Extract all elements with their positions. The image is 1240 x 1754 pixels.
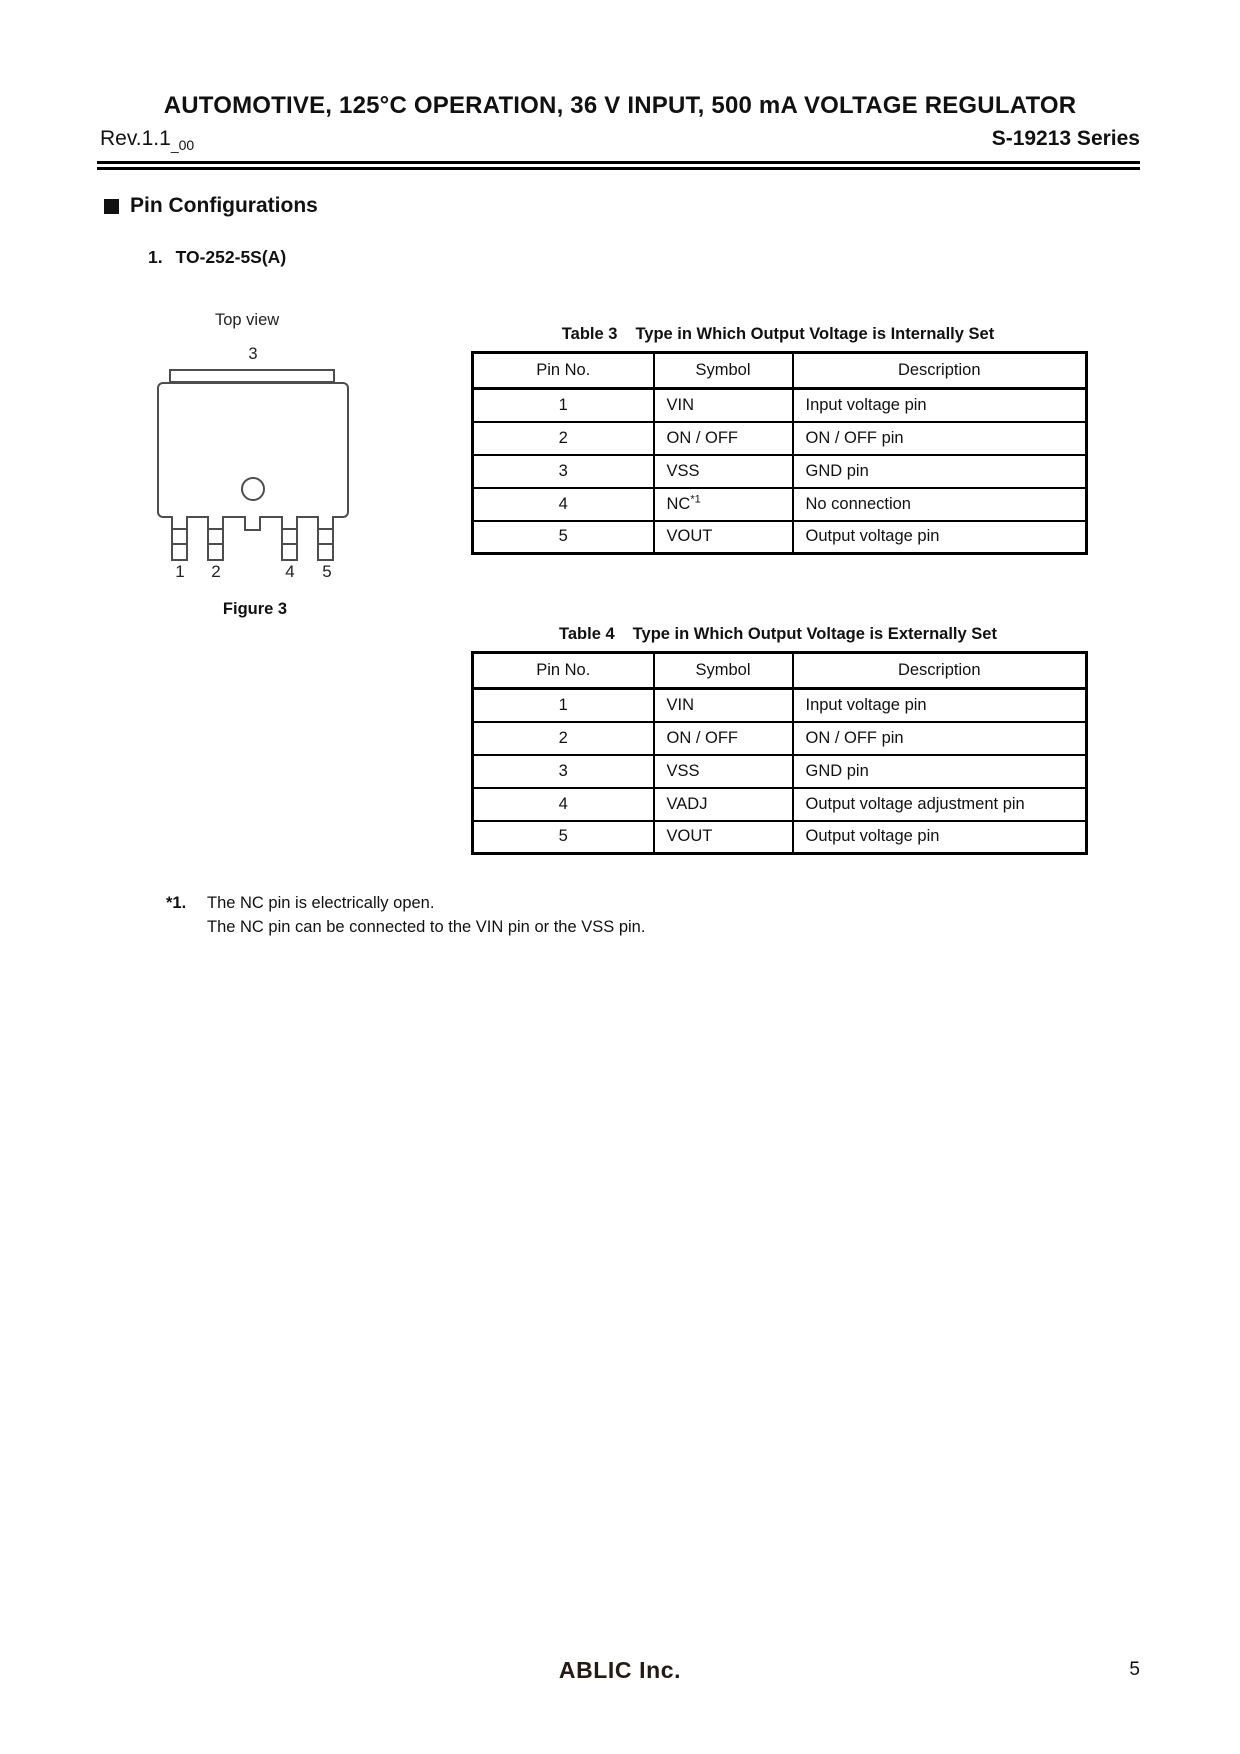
cell-pin-no: 1 — [473, 689, 654, 722]
symbol-text: NC — [666, 494, 691, 513]
cell-symbol — [654, 455, 793, 488]
figure-pin-number: 2 — [211, 562, 221, 581]
footnote-marker: *1. — [166, 894, 187, 912]
cell-symbol — [654, 422, 793, 455]
package-pin-4-shape — [281, 516, 298, 561]
series-label: S-19213 Series — [991, 127, 1140, 150]
header-symbol: Symbol — [654, 653, 793, 689]
cell-description: Output voltage pin — [793, 521, 1087, 554]
package-center-stub-shape — [244, 516, 261, 531]
symbol-text: VIN — [666, 395, 695, 414]
package-tab-shape — [169, 369, 335, 383]
cell-description: Output voltage pin — [793, 821, 1087, 854]
cell-pin-no: 1 — [473, 389, 654, 422]
table-header-row — [473, 353, 1087, 389]
symbol-text: VOUT — [666, 827, 713, 846]
symbol-text: VADJ — [666, 794, 708, 813]
package-pin-1-shape — [171, 516, 188, 561]
subsection-title: TO-252-5S(A) — [175, 247, 287, 267]
header-pin-no: Pin No. — [473, 653, 654, 689]
figure-caption: Figure 3 — [222, 600, 288, 618]
square-bullet-icon — [104, 199, 119, 214]
figure-pin3-label: 3 — [248, 345, 258, 363]
symbol-text: VSS — [666, 761, 700, 780]
cell-symbol — [654, 722, 793, 755]
footnote-reference: *1 — [690, 493, 701, 505]
symbol-text: ON / OFF — [666, 728, 738, 747]
cell-pin-no: 4 — [473, 488, 654, 521]
section-title: Pin Configurations — [130, 194, 318, 217]
table-row — [473, 521, 1087, 554]
table-row — [473, 821, 1087, 854]
figure-pin-number: 5 — [322, 562, 332, 581]
table-row — [473, 488, 1087, 521]
package-pin-5-shape — [317, 516, 334, 561]
company-logo: ABLIC Inc. — [558, 1657, 682, 1683]
header-pin-no: Pin No. — [473, 353, 654, 389]
subsection-number: 1. — [148, 247, 163, 267]
symbol-text: VOUT — [666, 527, 713, 546]
table-row — [473, 455, 1087, 488]
table3-title — [471, 325, 1085, 344]
cell-pin-no: 2 — [473, 422, 654, 455]
section-heading — [104, 194, 318, 218]
package-pin1-indicator-dot — [241, 477, 265, 501]
table-header-row — [473, 653, 1087, 689]
pin-segment-line — [283, 528, 296, 530]
footnote-text — [207, 891, 645, 939]
table3-title-text: Type in Which Output Voltage is Internally Set — [635, 325, 995, 343]
cell-description: Input voltage pin — [793, 389, 1087, 422]
table4-title-text: Type in Which Output Voltage is Externally Set — [632, 625, 997, 643]
figure-top-view-label: Top view — [215, 311, 280, 329]
cell-pin-no: 5 — [473, 521, 654, 554]
cell-symbol — [654, 689, 793, 722]
pin-segment-line — [173, 543, 186, 545]
cell-description: GND pin — [793, 755, 1087, 788]
cell-symbol — [654, 755, 793, 788]
table-row — [473, 722, 1087, 755]
revision-suffix: _00 — [170, 137, 195, 154]
revision-label — [100, 127, 194, 153]
table3-title-label: Table 3 — [561, 325, 618, 343]
cell-pin-no: 4 — [473, 788, 654, 821]
cell-description: GND pin — [793, 455, 1087, 488]
pin-segment-line — [173, 528, 186, 530]
figure-pin-number: 4 — [285, 562, 295, 581]
cell-pin-no: 2 — [473, 722, 654, 755]
cell-pin-no: 3 — [473, 455, 654, 488]
pin-segment-line — [209, 543, 222, 545]
table4-title — [471, 625, 1085, 644]
subsection-heading — [148, 247, 286, 268]
table4-pin-assignments — [471, 651, 1088, 855]
symbol-text: ON / OFF — [666, 428, 738, 447]
cell-symbol — [654, 488, 793, 521]
footnote — [166, 891, 645, 939]
table-row — [473, 422, 1087, 455]
package-pin-2-shape — [207, 516, 224, 561]
cell-description: No connection — [793, 488, 1087, 521]
symbol-text: VSS — [666, 461, 700, 480]
table-row — [473, 689, 1087, 722]
footnote-line-1: The NC pin is electrically open. — [207, 894, 435, 912]
figure-pin-number: 1 — [175, 562, 185, 581]
table3-pin-assignments — [471, 351, 1088, 555]
header-description: Description — [793, 353, 1087, 389]
cell-description: Input voltage pin — [793, 689, 1087, 722]
cell-pin-no: 5 — [473, 821, 654, 854]
symbol-text: VIN — [666, 695, 695, 714]
pin-segment-line — [283, 543, 296, 545]
pin-segment-line — [319, 528, 332, 530]
header-symbol: Symbol — [654, 353, 793, 389]
pin-segment-line — [319, 543, 332, 545]
cell-symbol — [654, 821, 793, 854]
table-row — [473, 788, 1087, 821]
footnote-line-2: The NC pin can be connected to the VIN pin or the VSS pin. — [207, 918, 646, 936]
table4-title-label: Table 4 — [559, 625, 615, 643]
pin-segment-line — [209, 528, 222, 530]
header-divider — [97, 161, 1140, 170]
cell-pin-no: 3 — [473, 755, 654, 788]
cell-description: ON / OFF pin — [793, 722, 1087, 755]
table-row — [473, 755, 1087, 788]
page-number: 5 — [1129, 1659, 1140, 1680]
cell-description: ON / OFF pin — [793, 422, 1087, 455]
cell-description: Output voltage adjustment pin — [793, 788, 1087, 821]
revision-text: Rev.1.1 — [100, 127, 171, 150]
cell-symbol — [654, 788, 793, 821]
cell-symbol — [654, 521, 793, 554]
cell-symbol — [654, 389, 793, 422]
table-row — [473, 389, 1087, 422]
header-description: Description — [793, 653, 1087, 689]
document-title: AUTOMOTIVE, 125°C OPERATION, 36 V INPUT, 500 mA VOLTAGE REGULATOR — [163, 92, 1077, 119]
